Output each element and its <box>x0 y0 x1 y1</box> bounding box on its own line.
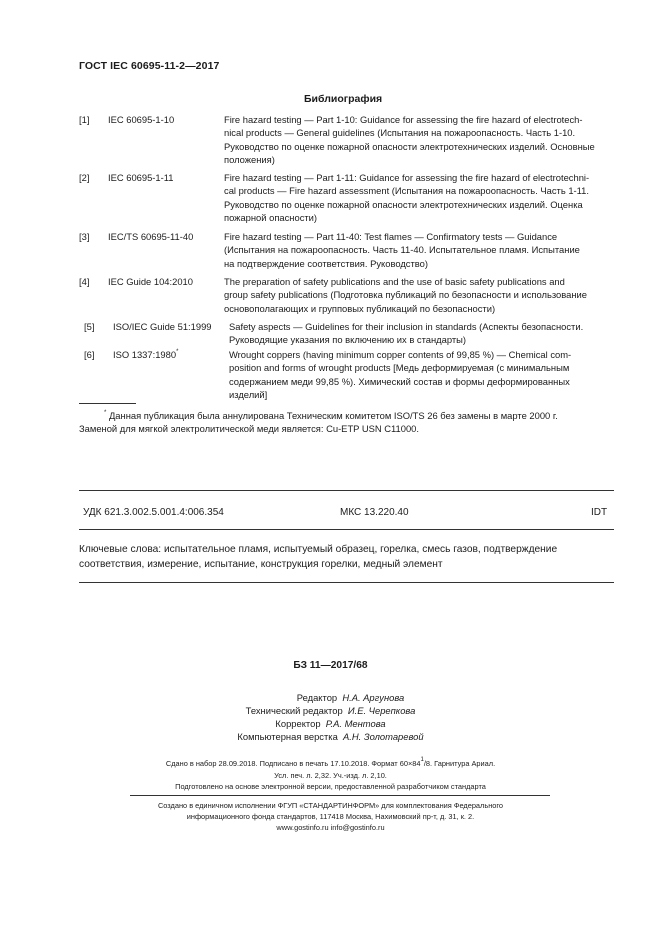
entry-text-line: основополагающих и групповых публикаций по безопасности) <box>224 302 496 314</box>
entry-text-line: nical products — General guidelines (Испытания на пожароопасность. Часть 1-10. <box>224 127 576 139</box>
entry-text-line: Wrought coppers (having minimum copper contents of 99,85 %) — Chemical com- <box>229 349 572 360</box>
entry-code: IEC 60695-1-11 <box>108 172 174 183</box>
entry-text <box>224 275 614 315</box>
divider-top <box>79 490 614 491</box>
footnote-mark: * <box>104 410 107 416</box>
divider-bottom <box>79 582 614 583</box>
entry-text-line: Руководящие указания по включению их в стандарты) <box>229 334 467 346</box>
format-denominator: /8 <box>423 759 431 768</box>
publisher-line: Создано в единичном исполнении ФГУП «СТАНДАРТИНФОРМ» для комплектования Федерального <box>157 801 504 810</box>
print-details-line <box>0 759 661 768</box>
entry-text-line: Руководство по оценке пожарной опасности электротехнических изделий. Основные <box>224 140 595 152</box>
staff-role: Редактор <box>296 692 338 703</box>
entry-code: ISO/IEC Guide 51:1999 <box>113 321 212 332</box>
entry-text <box>224 113 614 167</box>
entry-number: [5] <box>84 321 95 332</box>
divider-publisher <box>130 795 550 796</box>
entry-text-line: group safety publications (Подготовка публикаций по безопасности и использование <box>224 289 587 301</box>
entry-text-line: на подтверждение соответствия. Руководство) <box>224 257 429 269</box>
footnote-divider <box>79 403 136 404</box>
staff-name: И.Е. Черепкова <box>347 705 416 716</box>
entry-text-line: cal products — Fire hazard assessment (Испытания на пожароопасность. Часть 1-11. <box>224 185 589 197</box>
format-superscript: 1 <box>420 757 424 763</box>
entry-text-line: Fire hazard testing — Part 11-40: Test flames — Confirmatory tests — Guidance <box>224 231 558 242</box>
entry-number: [3] <box>79 231 90 242</box>
footnote-mark: * <box>176 349 179 355</box>
footnote-line: Заменой для мягкой электролитической меди является: Cu-ETP USN C11000. <box>79 423 420 435</box>
entry-number: [6] <box>84 349 95 360</box>
entry-text-line: Fire hazard testing — Part 1-10: Guidance for assessing the fire hazard of electrotech- <box>224 114 583 125</box>
entry-number: [2] <box>79 172 90 183</box>
keywords-line: соответствия, измерение, испытание, конструкция горелки, медный элемент <box>79 559 443 570</box>
entry-code: IEC Guide 104:2010 <box>108 276 193 287</box>
entry-text <box>229 348 614 402</box>
print-sheets-line: Усл. печ. л. 2,32. Уч.-изд. л. 2,10. <box>274 771 387 780</box>
staff-editor <box>0 692 661 703</box>
entry-text-line: содержанием меди 99,85 %). Химический состав и формы деформированных <box>229 375 570 387</box>
entry-text-line: Руководство по оценке пожарной опасности электротехнических изделий. Оценка <box>224 198 583 210</box>
print-source-line: Подготовлено на основе электронной версии, предоставленной разработчиком стандарта <box>175 782 486 791</box>
idt-label: IDT <box>591 507 608 518</box>
document-header-title: ГОСТ IEC 60695-11-2—2017 <box>79 60 220 72</box>
staff-name: А.Н. Золотаревой <box>343 731 424 742</box>
entry-text <box>224 171 614 225</box>
footnote-line <box>79 409 614 422</box>
udc-code: УДК 621.3.002.5.001.4:006.354 <box>83 507 224 518</box>
entry-code: IEC 60695-1-10 <box>108 114 175 125</box>
entry-code-text: ISO 1337:1980 <box>113 349 177 360</box>
entry-code <box>113 348 178 361</box>
entry-text <box>224 230 614 270</box>
entry-text <box>229 320 614 347</box>
keywords <box>79 542 614 572</box>
staff-name: Р.А. Ментова <box>325 718 386 729</box>
staff-layout <box>0 731 661 742</box>
footnote-text: Данная публикация была аннулирована Техническим комитетом ISO/TS 26 без замены в марте 2000 г. <box>108 410 558 421</box>
entry-text-line: Safety aspects — Guidelines for their inclusion in standards (Аспекты безопасности. <box>229 321 584 332</box>
publisher-web-line: www.gostinfo.ru info@gostinfo.ru <box>276 823 385 832</box>
entry-text-line: пожарной опасности) <box>224 212 318 224</box>
footnote <box>79 409 614 436</box>
staff-name: Н.А. Аргунова <box>342 692 405 703</box>
publisher-line: информационного фонда стандартов, 117418 Москва, Нахимовский пр-т, д. 31, к. 2. <box>186 812 475 821</box>
bz-number: БЗ 11—2017/68 <box>293 660 368 671</box>
entry-number: [4] <box>79 276 90 287</box>
bibliography-heading: Библиография <box>304 93 383 105</box>
staff-tech-editor <box>0 705 661 716</box>
staff-role: Компьютерная верстка <box>237 731 338 742</box>
entry-text-line: The preparation of safety publications and the use of basic safety publications and <box>224 276 565 287</box>
staff-proofreader <box>0 718 661 729</box>
staff-role: Корректор <box>275 718 321 729</box>
entry-text-line: position and forms of wrought products [Медь деформируемая (с минимальным <box>229 362 570 374</box>
mks-code: МКС 13.220.40 <box>340 507 409 518</box>
entry-text-line: Fire hazard testing — Part 1-11: Guidance for assessing the fire hazard of electrotechni- <box>224 172 590 183</box>
entry-number: [1] <box>79 114 90 125</box>
keywords-line: Ключевые слова: испытательное пламя, испытуемый образец, горелка, смесь газов, подтверждение <box>79 544 558 555</box>
entry-text-line: изделий] <box>229 389 268 401</box>
entry-text-line: положения) <box>224 154 275 166</box>
entry-text-line: (Испытания на пожароопасность. Часть 11-40. Испытательное пламя. Испытание <box>224 244 580 256</box>
divider-middle <box>79 529 614 530</box>
print-details-font: . Гарнитура Ариал. <box>430 759 496 768</box>
entry-code: IEC/TS 60695-11-40 <box>108 231 194 242</box>
staff-role: Технический редактор <box>245 705 343 716</box>
print-details-text: Сдано в набор 28.09.2018. Подписано в печать 17.10.2018. Формат 60×84 <box>165 759 421 768</box>
